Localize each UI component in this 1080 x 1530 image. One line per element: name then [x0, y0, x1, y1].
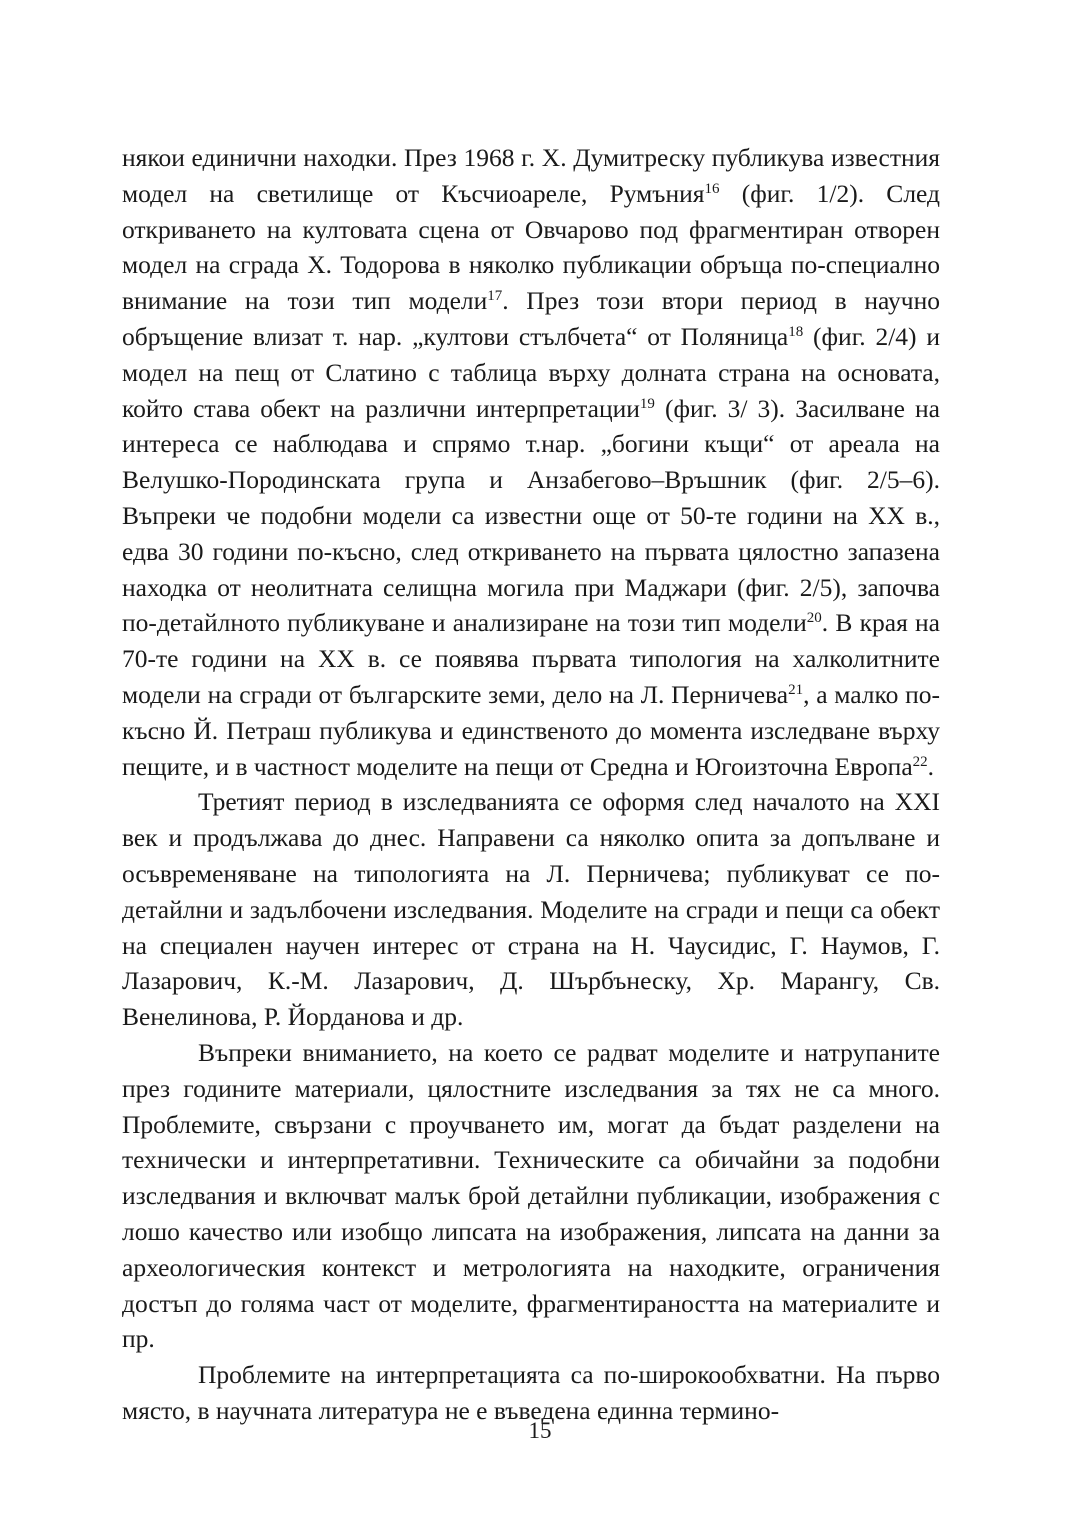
footnote-ref[interactable]: 22	[912, 753, 928, 770]
page-body	[122, 140, 940, 1429]
paragraph	[122, 1035, 940, 1357]
paragraph-text: Третият период в изследванията се оформя след началото на XXI век и продължава до днес. Направени са няколко опита за допълване и осъвременяване на типологията на Л. Перничева; публикуват се по-детайлни и задълбочени изследвания. Моделите на сгради и пещи са обект на специален научен интерес от страна на Н. Чаусидис, Г. Наумов, Г. Лазарович, К.-М. Лазарович, Д. Шърбънеску, Хр. Марангу, Св. Венелинова, Р. Йорданова и др.	[122, 787, 940, 1032]
page-number: 15	[528, 1418, 552, 1443]
paragraph-text: (фиг. 1/2). След откриването на култовата сцена от Овчарово под фрагментиран отворен модел на сграда Х. Тодорова в няколко публикации обръща по-специално внимание на този тип модели	[122, 178, 940, 316]
footnote-ref[interactable]: 17	[487, 288, 503, 305]
paragraph-text: (фиг. 3/ 3). Засилване на интереса се наблюдава и спрямо т.нар. „богини къщи“ от ареала на Велушко-Породинската група и Анзабегово–Връшник (фиг. 2/5–6). Въпреки че подобни модели са известни още от 50-те години на XX в., едва 30 години по-късно, след откриването на първата цялостно запазена находка от неолитната селищна могила при Маджари (фиг. 2/5), започва по-детайлното публикуване и анализиране на този тип модели	[122, 393, 940, 638]
paragraph-text: . В края на 70-те години на XX в. се появява първата типология на халколитните модели на сгради от българските земи, дело на Л. Перничева	[122, 608, 940, 709]
paragraph	[122, 784, 940, 1035]
paragraph-text: Въпреки вниманието, на което се радват моделите и натрупаните през годините материали, цялостните изследвания за тях не са много. Проблемите, свързани с проучването им, могат да бъдат разделени на технически и интерпретативни. Техническите са обичайни за подобни изследвания и включват малък брой детайлни публикации, изображения с лошо качество или изобщо липсата на изображения, липсата на данни за археологическия контекст и метрологията на находките, ограничения достъп до голяма част от моделите, фрагментираността на материалите и пр.	[122, 1037, 940, 1354]
footnote-ref[interactable]: 16	[704, 180, 720, 197]
footnote-ref[interactable]: 18	[788, 323, 804, 340]
footnote-ref[interactable]: 19	[639, 395, 655, 412]
paragraph-text: Проблемите на интерпретацията са по-широкообхватни. На първо място, в научната литература не е въведена единна термино-	[122, 1360, 940, 1425]
paragraph-text: (фиг. 2/4) и модел на пещ от Слатино с таблица върху долната страна на основата, който става обект на различни интерпретации	[122, 321, 940, 423]
footnote-ref[interactable]: 21	[788, 681, 804, 698]
paragraph-text: някои единични находки. През 1968 г. Х. Думитреску публикува известния модел на светилище от Късчиоареле, Румъния	[122, 143, 940, 208]
paragraph-text: , а малко по-късно Й. Петраш публикува и единственото до момента изследване върху пещите, и в частност моделите на пещи от Средна и Югоизточна Европа	[122, 679, 940, 781]
paragraph-text: . През този втори период в научно обръщение влизат т. нар. „култови стълбчета“ от Поляница	[122, 286, 940, 351]
paragraph	[122, 140, 940, 784]
paragraph-text: .	[927, 751, 935, 781]
footnote-ref[interactable]: 20	[806, 610, 822, 627]
